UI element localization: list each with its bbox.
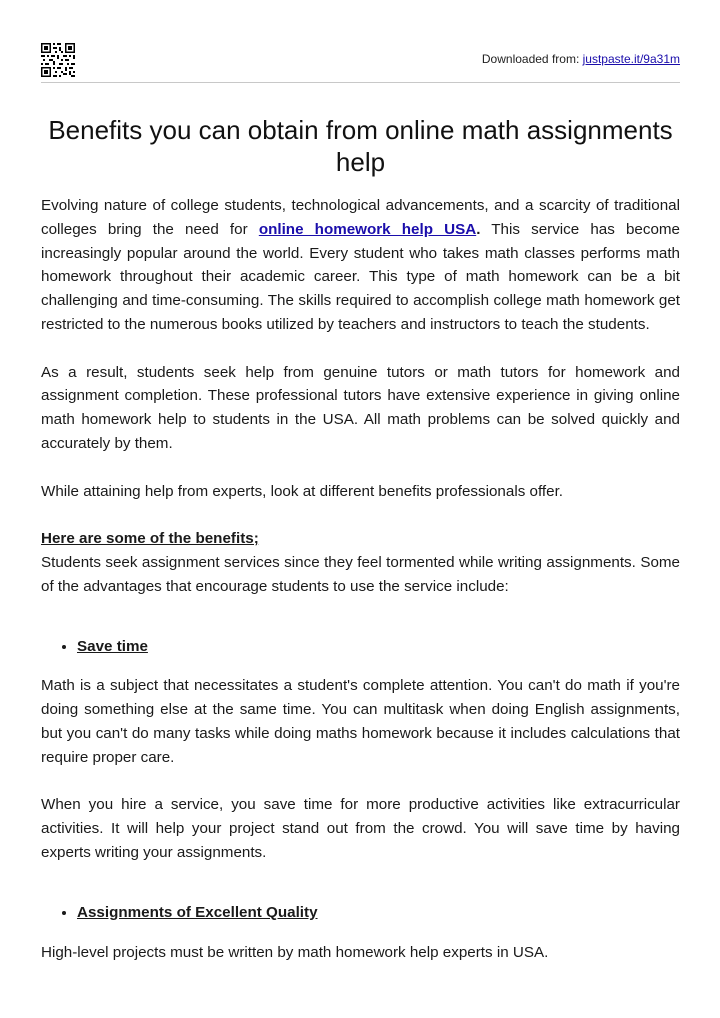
save-time-paragraph-2: When you hire a service, you save time for more productive activities like extracurricular activities. It will help your project stand out from the crowd. You will save time by having experts writing your assignments. <box>41 796 680 861</box>
tutors-paragraph: As a result, students seek help from genuine tutors or math tutors for homework and assignment completion. These professional tutors have extensive experience in giving online math homework help to students in the USA. All math problems can be solved quickly and accurately by them. <box>41 363 680 452</box>
save-time-heading: Save time <box>77 637 148 655</box>
quality-heading: Assignments of Excellent Quality <box>77 903 318 921</box>
page-header <box>41 42 680 83</box>
intro-text-start: Evolving nature of college students, technological advancements, and a scarcity of traditional colleges bring the need for <box>41 197 680 238</box>
benefits-heading: Here are some of the benefits; <box>41 530 259 548</box>
save-time-paragraph-1: Math is a subject that necessitates a student's complete attention. You can't do math if you're doing something else at the same time. You can multitask when doing English assignments, but you can't do many tasks while doing maths homework because it includes calculations that require proper care. <box>41 677 680 766</box>
quality-paragraph-1: High-level projects must be written by math homework help experts in USA. <box>41 943 549 961</box>
benefits-intro-paragraph: Students seek assignment services since they feel tormented while writing assignments. Some of the advantages that encourage students to use the service include: <box>41 553 680 595</box>
source-link[interactable]: justpaste.it/9a31m <box>582 52 680 66</box>
benefit-heading-save-time <box>77 635 680 659</box>
intro-paragraph <box>41 194 680 337</box>
experts-paragraph: While attaining help from experts, look at different benefits professionals offer. <box>41 482 564 500</box>
article-body <box>41 194 680 964</box>
benefit-list-save-time <box>41 635 680 659</box>
qr-code-icon <box>41 43 75 77</box>
homework-help-link[interactable]: online homework help USA <box>258 220 477 238</box>
benefit-heading-quality <box>77 901 680 925</box>
benefit-list-quality <box>41 901 680 925</box>
page-title: Benefits you can obtain from online math assignments help <box>48 115 673 177</box>
intro-link-period: . <box>476 220 481 238</box>
downloaded-from-notice <box>482 52 680 66</box>
downloaded-from-label: Downloaded from: <box>481 52 583 66</box>
intro-text-end: This service has become increasingly popular around the world. Every student who takes math classes performs math homework throughout their academic career. This type of math homework can be a bit challenging and time-consuming. The skills required to accomplish college math homework get restricted to the numerous books utilized by teachers and instructors to teach the students. <box>41 220 681 333</box>
